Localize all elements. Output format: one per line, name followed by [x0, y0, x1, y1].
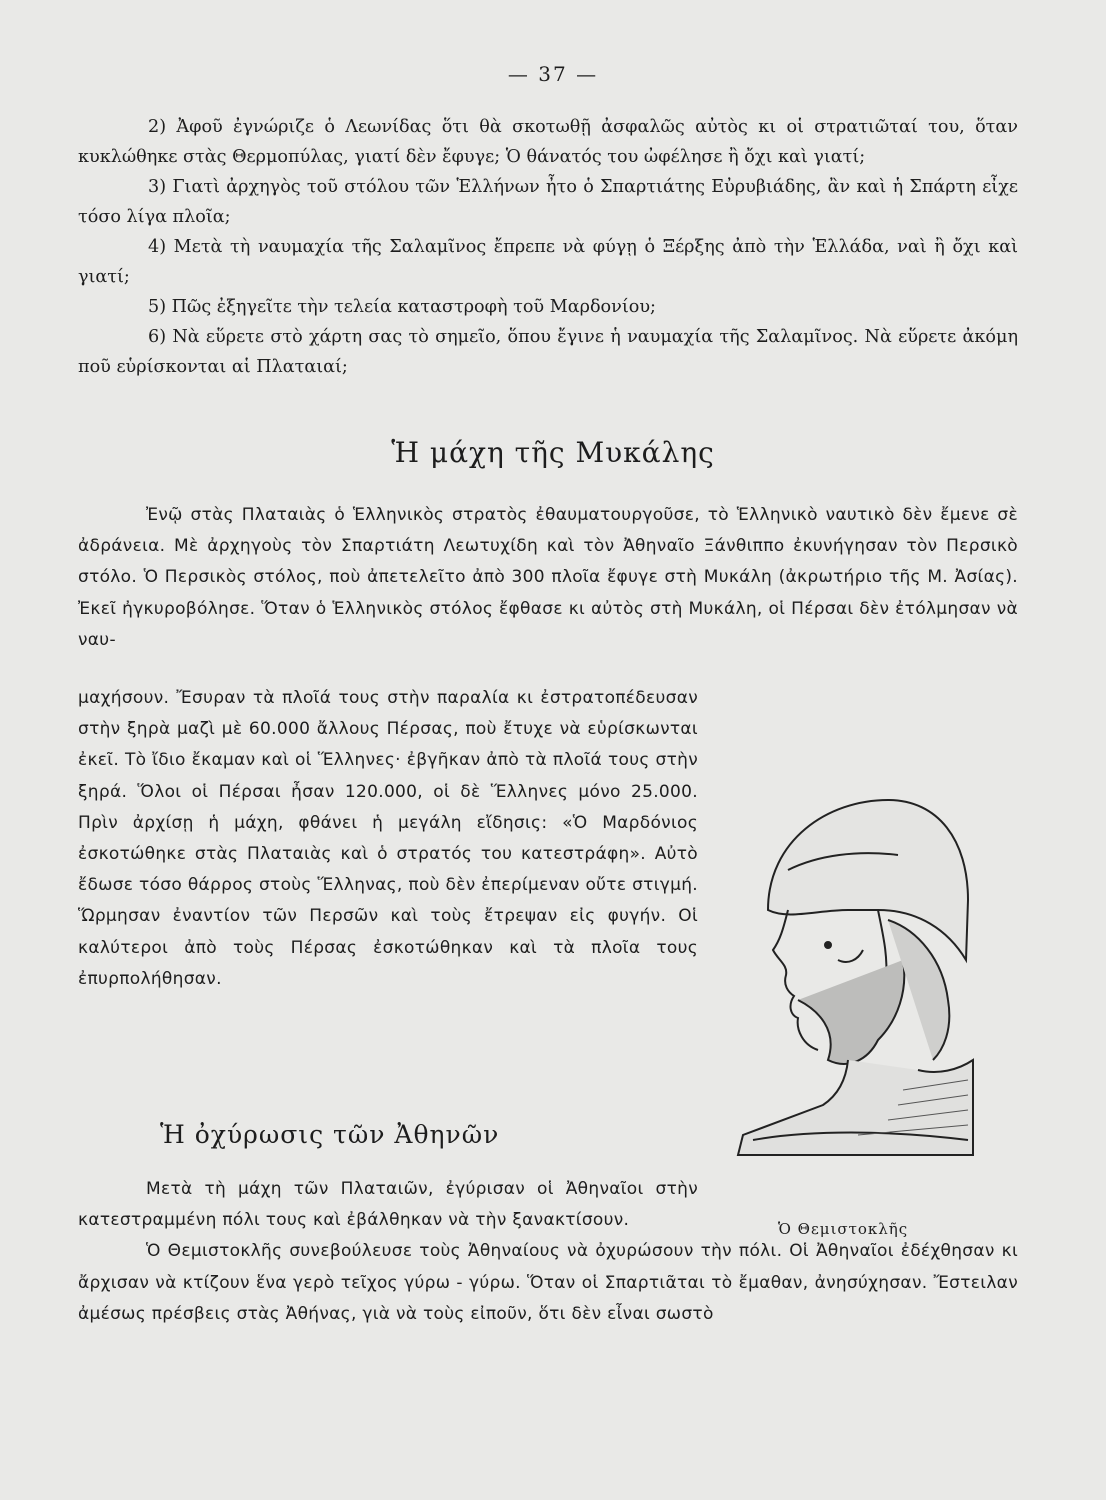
- mykale-intro: [78, 500, 1018, 656]
- question-6: 6) Νὰ εὕρετε στὸ χάρτη σας τὸ σημεῖο, ὅπου ἔγινε ἡ ναυμαχία τῆς Σαλαμῖνος. Νὰ εὕρετε ἀκόμη ποῦ εὑρίσκονται αἱ Πλαταιαί;: [78, 327, 1018, 377]
- questions-block: [78, 112, 1018, 382]
- figure-caption: Ὁ Θεμιστοκλῆς: [778, 1220, 909, 1238]
- mykale-column: [78, 683, 698, 995]
- walls-text: [78, 1174, 1018, 1330]
- mykale-paragraph-a: Ἐνῷ στὰς Πλαταιὰς ὁ Ἑλληνικὸς στρατὸς ἐθαυματουργοῦσε, τὸ Ἑλληνικὸ ναυτικὸ δὲν ἔμενε σὲ ἀδράνεια. Μὲ ἀρχηγοὺς τὸν Σπαρτιάτη Λεωτυχίδη καὶ τὸν Ἀθηναῖο Ξάνθιππο ἐκυνήγησαν τὸν Περσικὸ στόλο. Ὁ Περσικὸς στόλος, ποὺ ἀπετελεῖτο ἀπὸ 300 πλοῖα ἔφυγε στὴ Μυκάλη (ἀκρωτήριο τῆς Μ. Ἀσίας). Ἐκεῖ ἠγκυροβόλησε. Ὅταν ὁ Ἑλληνικὸς στόλος ἔφθασε κι αὐτὸς στὴ Μυκάλη, οἱ Πέρσαι δὲν ἐτόλμησαν νὰ ναυ-: [78, 505, 1018, 650]
- question-4: 4) Μετὰ τὴ ναυμαχία τῆς Σαλαμῖνος ἔπρεπε νὰ φύγῃ ὁ Ξέρξης ἀπὸ τὴν Ἑλλάδα, ναὶ ἢ ὄχι καὶ γιατί;: [78, 237, 1018, 287]
- themistocles-bust-illustration: [728, 760, 978, 1160]
- question-5: 5) Πῶς ἐξηγεῖτε τὴν τελεία καταστροφὴ τοῦ Μαρδονίου;: [148, 297, 656, 317]
- walls-paragraph-a: Μετὰ τὴ μάχη τῶν Πλαταιῶν, ἐγύρισαν οἱ Ἀθηναῖοι στὴν κατεστραμμένη πόλι τους καὶ ἐβάλθηκαν νὰ τὴν ξανακτίσουν.: [78, 1179, 698, 1231]
- walls-paragraph-b: Ὁ Θεμιστοκλῆς συνεβούλευσε τοὺς Ἀθηναίους νὰ ὀχυρώσουν τὴν πόλι. Οἱ Ἀθηναῖοι ἐδέχθησαν κι ἄρχισαν νὰ κτίζουν ἕνα γερὸ τεῖχος γύρω - γύρω. Ὅταν οἱ Σπαρτιᾶται τὸ ἔμαθαν, ἀνησύχησαν. Ἔστειλαν ἀμέσως πρέσβεις στὰς Ἀθήνας, γιὰ νὰ τοὺς εἰποῦν, ὅτι δὲν εἶναι σωστὸ: [78, 1241, 1018, 1324]
- mykale-paragraph-b: μαχήσουν. Ἔσυραν τὰ πλοῖά τους στὴν παραλία κι ἐστρατοπέδευσαν στὴν ξηρὰ μαζὶ μὲ 60.000 ἄλλους Πέρσας, ποὺ ἔτυχε νὰ εὑρίσκωνται ἐκεῖ. Τὸ ἴδιο ἔκαμαν καὶ οἱ Ἕλληνες· ἐβγῆκαν ἀπὸ τὰ πλοῖά τους στὴν ξηρά. Ὅλοι οἱ Πέρσαι ἦσαν 120.000, οἱ δὲ Ἕλληνες μόνο 25.000. Πρὶν ἀρχίσῃ ἡ μάχη, φθάνει ἡ μεγάλη εἴδησις: «Ὁ Μαρδόνιος ἐσκοτώθηκε στὰς Πλαταιὰς καὶ ὁ στρατός του κατεστράφη». Αὐτὸ ἔδωσε τόσο θάρρος στοὺς Ἕλληνας, ποὺ δὲν ἐπερίμεναν οὔτε στιγμή. Ὥρμησαν ἐναντίον τῶν Περσῶν καὶ τοὺς ἔτρεψαν εἰς φυγήν. Οἱ καλύτεροι ἀπὸ τοὺς Πέρσας ἐσκοτώθηκαν καὶ τὰ πλοῖα τους ἐπυρπολήθησαν.: [78, 688, 698, 989]
- section-title-mykale: Ἡ μάχη τῆς Μυκάλης: [391, 436, 715, 469]
- question-2: 2) Ἀφοῦ ἐγνώριζε ὁ Λεωνίδας ὅτι θὰ σκοτωθῇ ἀσφαλῶς αὐτὸς κι οἱ στρατιῶταί του, ὅταν κυκλώθηκε στὰς Θερμοπύλας, γιατί δὲν ἔφυγε; Ὁ θάνατός του ὠφέλησε ἢ ὄχι καὶ γιατί;: [78, 117, 1018, 167]
- page-number: — 37 —: [507, 62, 599, 86]
- section-title-walls: Ἡ ὀχύρωσις τῶν Ἀθηνῶν: [160, 1120, 500, 1149]
- question-3: 3) Γιατὶ ἀρχηγὸς τοῦ στόλου τῶν Ἑλλήνων ἦτο ὁ Σπαρτιάτης Εὐρυβιάδης, ἂν καὶ ἡ Σπάρτη εἶχε τόσο λίγα πλοῖα;: [78, 177, 1018, 227]
